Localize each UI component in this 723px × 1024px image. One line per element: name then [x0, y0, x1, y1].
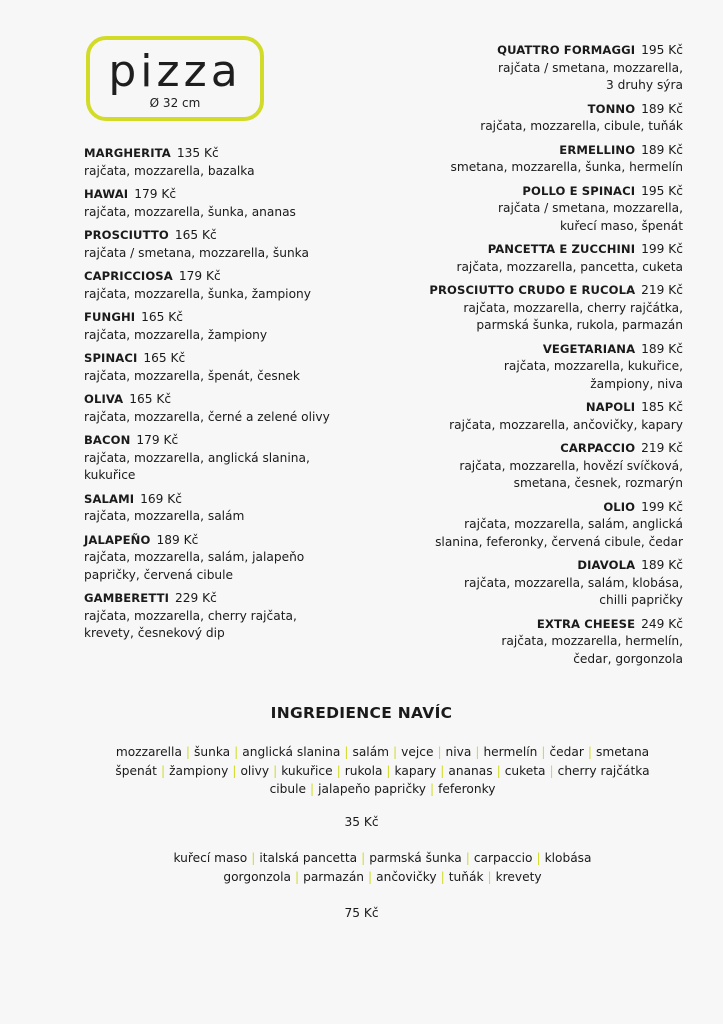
extras-price-75: 75 Kč [344, 906, 379, 920]
menu-item-header [84, 532, 384, 550]
extra-ingredient: hermelín [483, 745, 538, 759]
pizza-ingredients: rajčata, mozzarella, černé a zelené olivy [84, 409, 330, 424]
pizza-price: 165 Kč [174, 228, 217, 242]
menu-item [383, 42, 683, 95]
pizza-price: 195 Kč [641, 183, 683, 198]
pizza-name: POLLO E SPINACI [522, 183, 636, 198]
menu-item [383, 142, 683, 177]
menu-item [383, 440, 683, 493]
extra-ingredient: kapary [394, 763, 437, 778]
extra-ingredient: parmazán [303, 869, 365, 884]
menu-item [84, 309, 384, 344]
separator-bar: | [393, 745, 398, 759]
separator-bar: | [549, 763, 554, 778]
extra-ingredient: cherry rajčátka [557, 763, 650, 778]
extras-title: INGREDIENCE NAVÍC [270, 704, 453, 722]
extra-ingredient: mozzarella [115, 745, 182, 759]
separator-bar: | [232, 763, 237, 778]
extra-ingredient: feferonky [438, 782, 496, 796]
extra-ingredient: žampiony [169, 763, 229, 778]
pizza-ingredients: rajčata, mozzarella, anglická slanina, kukuřice [84, 450, 310, 482]
pizza-name: HAWAI [84, 187, 129, 201]
pizza-ingredients: rajčata, mozzarella, hovězí svíčková, smetana, česnek, rozmarýn [459, 458, 683, 490]
extra-ingredient: cuketa [504, 763, 546, 778]
menu-item [383, 557, 683, 610]
menu-item-header [383, 183, 683, 201]
menu-item-header [383, 499, 683, 517]
extra-ingredient: jalapeňo papričky [318, 782, 426, 796]
pizza-price: 165 Kč [141, 310, 184, 324]
extra-ingredient: olivy [240, 763, 270, 778]
extra-ingredient: kuřecí maso [173, 851, 248, 865]
separator-bar: | [437, 745, 442, 759]
menu-item-header [84, 590, 384, 608]
pizza-name: EXTRA CHEESE [536, 616, 636, 631]
menu-item-header [84, 268, 384, 286]
separator-bar: | [294, 869, 300, 884]
pizza-price: 135 Kč [176, 146, 219, 160]
separator-bar: | [160, 763, 166, 778]
separator-bar: | [310, 782, 315, 796]
separator-bar: | [440, 869, 445, 884]
menu-column-left [84, 145, 384, 649]
extra-ingredient: cibule [269, 782, 306, 796]
extra-ingredient: ananas [448, 763, 493, 778]
extras-row [70, 868, 695, 887]
extra-ingredient: carpaccio [473, 851, 533, 865]
extra-ingredient: vejce [401, 745, 434, 759]
separator-bar: | [465, 851, 470, 865]
pizza-price: 179 Kč [134, 187, 177, 201]
pizza-ingredients: rajčata, mozzarella, šunka, ananas [84, 204, 296, 219]
menu-item [84, 145, 384, 180]
pizza-name: CARPACCIO [560, 441, 636, 455]
pizza-price: 189 Kč [641, 558, 683, 572]
menu-item [383, 183, 683, 236]
extras-row [70, 743, 695, 762]
extra-ingredient: salám [352, 745, 390, 759]
pizza-ingredients: rajčata, mozzarella, šunka, žampiony [84, 286, 311, 301]
separator-bar: | [587, 745, 592, 759]
pizza-name: DIAVOLA [577, 558, 636, 572]
menu-item [84, 391, 384, 426]
separator-bar: | [344, 745, 349, 759]
pizza-ingredients: rajčata, mozzarella, kukuřice, žampiony, niva [503, 359, 683, 391]
extra-ingredient: tuňák [448, 869, 484, 884]
menu-item [84, 590, 384, 643]
pizza-price: 189 Kč [641, 341, 683, 356]
pizza-ingredients: rajčata, mozzarella, špenát, česnek [84, 368, 300, 383]
pizza-name: FUNGHI [84, 310, 136, 324]
pizza-name: PANCETTA E ZUCCHINI [487, 242, 636, 256]
pizza-name: SALAMI [84, 491, 135, 506]
menu-item [84, 227, 384, 262]
pizza-ingredients: rajčata / smetana, mozzarella, 3 druhy sýra [498, 60, 683, 92]
pizza-ingredients: rajčata / smetana, mozzarella, šunka [84, 245, 309, 260]
separator-bar: | [487, 869, 492, 884]
extra-ingredient: ančovičky [376, 869, 437, 884]
pizza-price: 165 Kč [129, 392, 172, 406]
extra-ingredient: krevety [495, 869, 542, 884]
pizza-ingredients: smetana, mozzarella, šunka, hermelín [450, 160, 683, 174]
separator-bar: | [361, 851, 366, 865]
pizza-name: PROSCIUTTO CRUDO E RUCOLA [429, 283, 636, 297]
menu-item-header [383, 142, 683, 160]
pizza-name: SPINACI [84, 351, 138, 365]
menu-item [84, 350, 384, 385]
menu-item [383, 399, 683, 434]
pizza-ingredients: rajčata, mozzarella, hermelín, čedar, gorgonzola [501, 634, 683, 666]
menu-item-header [84, 309, 384, 327]
pizza-ingredients: rajčata, mozzarella, salám, klobása, chilli papričky [464, 575, 683, 607]
menu-item-header [84, 432, 384, 450]
menu-item-header [84, 391, 384, 409]
extra-ingredient: šunka [194, 745, 231, 759]
menu-item [84, 491, 384, 526]
pizza-price: 199 Kč [641, 499, 683, 514]
separator-bar: | [496, 763, 501, 778]
pizza-name: QUATTRO FORMAGGI [497, 43, 636, 57]
separator-bar: | [541, 745, 546, 759]
separator-bar: | [440, 763, 445, 778]
menu-item-header [84, 350, 384, 368]
pizza-price: 219 Kč [641, 283, 683, 297]
extras-row [70, 780, 695, 799]
pizza-ingredients: rajčata, mozzarella, cherry rajčátka, parmská šunka, rukola, parmazán [463, 300, 683, 332]
menu-item-header [84, 186, 384, 204]
pizza-name: BACON [84, 433, 131, 447]
menu-item [383, 341, 683, 394]
pizza-price: 189 Kč [641, 101, 683, 116]
extra-ingredient: niva [445, 745, 472, 759]
pizza-price: 189 Kč [156, 532, 199, 547]
menu-item [84, 268, 384, 303]
extras-group-75 [70, 849, 695, 886]
menu-item-header [383, 399, 683, 417]
pizza-name: MARGHERITA [84, 146, 171, 160]
menu-item-header [383, 341, 683, 359]
pizza-ingredients: rajčata, mozzarella, cibule, tuňák [480, 119, 683, 133]
menu-item-header [84, 491, 384, 509]
pizza-ingredients: rajčata, mozzarella, salám [84, 509, 245, 523]
pizza-price: 229 Kč [175, 591, 217, 605]
separator-bar: | [185, 745, 191, 759]
pizza-name: GAMBERETTI [84, 591, 170, 605]
separator-bar: | [536, 851, 541, 865]
extra-ingredient: parmská šunka [369, 851, 462, 865]
menu-item-header [84, 227, 384, 245]
separator-bar: | [336, 763, 341, 778]
menu-item [383, 241, 683, 276]
separator-bar: | [234, 745, 239, 759]
menu-item-header [383, 101, 683, 119]
extras-row [70, 849, 695, 868]
menu-item-header [383, 282, 683, 300]
menu-column-right [383, 42, 683, 674]
menu-item [84, 432, 384, 485]
menu-item-header [383, 241, 683, 259]
extra-ingredient: rukola [344, 763, 383, 778]
extra-ingredient: gorgonzola [223, 869, 291, 884]
menu-item [84, 532, 384, 585]
pizza-name: TONNO [587, 101, 636, 116]
pizza-ingredients: rajčata, mozzarella, pancetta, cuketa [456, 259, 683, 274]
menu-item [383, 499, 683, 552]
menu-item [84, 186, 384, 221]
menu-item [383, 101, 683, 136]
pizza-ingredients: rajčata, mozzarella, žampiony [84, 327, 268, 342]
pizza-price: 195 Kč [641, 43, 683, 57]
pizza-name: PROSCIUTTO [84, 228, 169, 242]
separator-bar: | [429, 782, 435, 796]
pizza-price: 199 Kč [641, 242, 683, 256]
pizza-ingredients: rajčata, mozzarella, salám, jalapeňo papričky, červená cibule [84, 550, 305, 582]
extra-ingredient: klobása [544, 851, 592, 865]
menu-item-header [383, 42, 683, 60]
separator-bar: | [368, 869, 373, 884]
pizza-ingredients: rajčata / smetana, mozzarella, kuřecí maso, špenát [498, 201, 683, 233]
menu-item-header [383, 440, 683, 458]
pizza-name: CAPRICCIOSA [84, 269, 173, 283]
separator-bar: | [273, 763, 278, 778]
pizza-price: 179 Kč [178, 269, 221, 283]
pizza-name: VEGETARIANA [542, 341, 636, 356]
pizza-price: 169 Kč [140, 491, 182, 506]
pizza-ingredients: rajčata, mozzarella, ančovičky, kapary [449, 417, 683, 432]
pizza-ingredients: rajčata, mozzarella, salám, anglická slanina, feferonky, červená cibule, čedar [435, 517, 683, 549]
pizza-name: ERMELLINO [559, 142, 636, 157]
menu-item-header [383, 616, 683, 634]
pizza-ingredients: rajčata, mozzarella, cherry rajčata, krevety, česnekový dip [84, 608, 297, 640]
pizza-price: 185 Kč [641, 400, 683, 414]
separator-bar: | [475, 745, 480, 759]
pizza-price: 249 Kč [641, 616, 683, 631]
pizza-name: OLIVA [84, 392, 124, 406]
pizza-price: 219 Kč [641, 441, 683, 455]
pizza-name: NAPOLI [585, 400, 636, 414]
pizza-name: JALAPEÑO [84, 532, 151, 547]
pizza-price: 179 Kč [136, 433, 179, 447]
logo-word: pizza [108, 46, 242, 97]
extras-price-35: 35 Kč [344, 815, 379, 829]
pizza-ingredients: rajčata, mozzarella, bazalka [84, 163, 255, 178]
separator-bar: | [251, 851, 256, 865]
menu-item-header [84, 145, 384, 163]
extra-ingredient: špenát [115, 763, 157, 778]
pizza-logo [86, 36, 264, 121]
pizza-name: OLIO [603, 499, 636, 514]
extra-ingredient: smetana [595, 745, 650, 759]
menu-item-header [383, 557, 683, 575]
extra-ingredient: italská pancetta [259, 851, 358, 865]
menu-item [383, 282, 683, 335]
extras-row [70, 762, 695, 781]
pizza-price: 165 Kč [143, 351, 186, 365]
separator-bar: | [386, 763, 391, 778]
extra-ingredient: čedar [549, 745, 584, 759]
extra-ingredient: anglická slanina [242, 745, 341, 759]
pizza-size: Ø 32 cm [149, 96, 201, 110]
pizza-price: 189 Kč [641, 142, 683, 157]
extras-group-35 [70, 743, 695, 799]
menu-item [383, 616, 683, 669]
extra-ingredient: kukuřice [281, 763, 333, 778]
